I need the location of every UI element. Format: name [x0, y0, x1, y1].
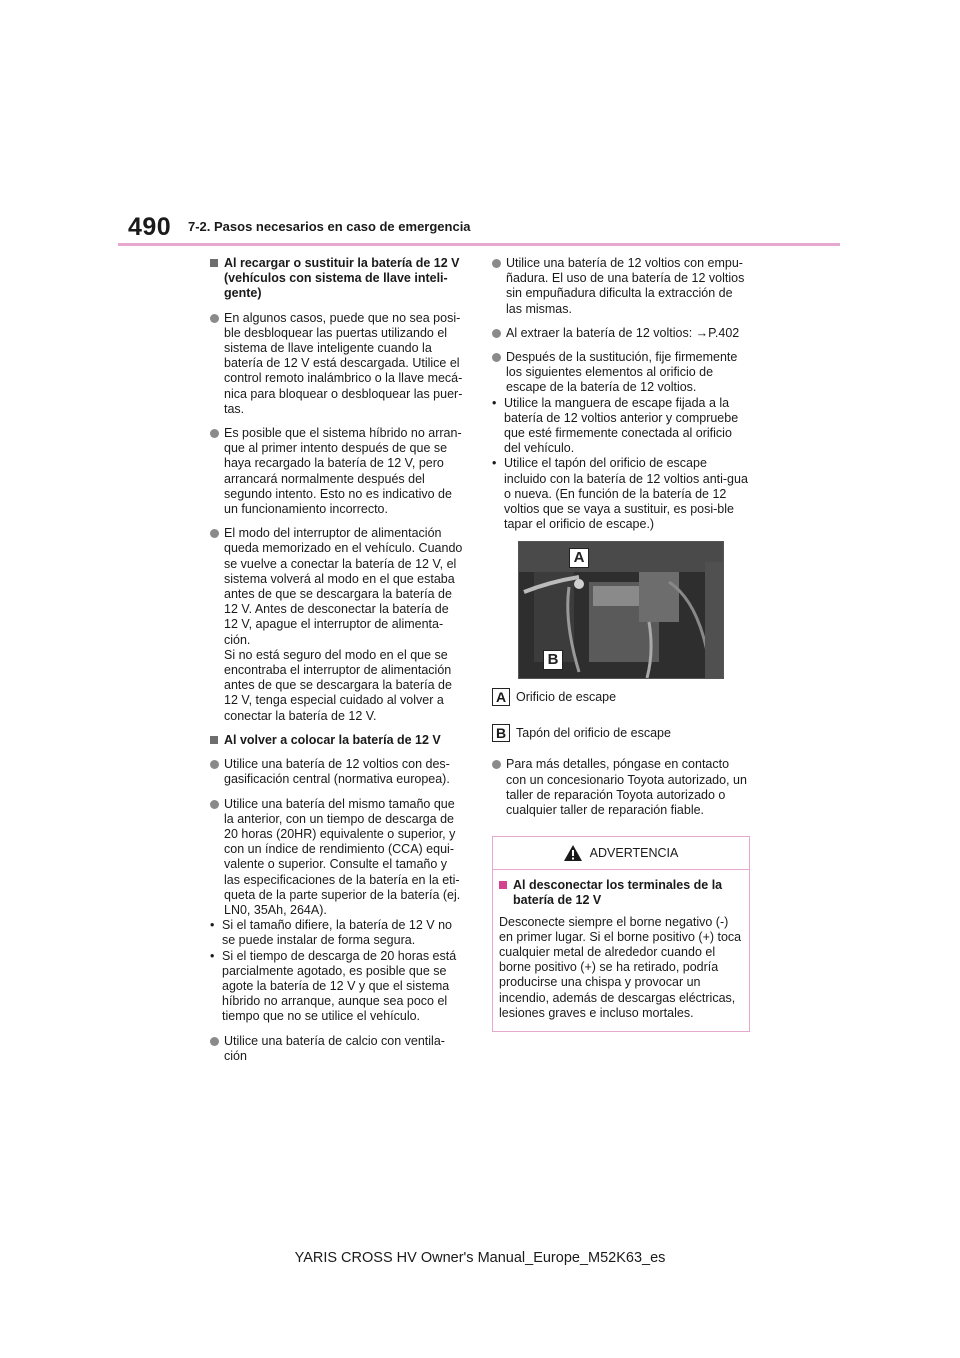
bullet-after-replacement: [492, 350, 750, 532]
subbullet-size-differs: • Si el tamaño difiere, la batería de 12 V no se puede instalar de forma segura.: [210, 918, 466, 948]
subbullet-discharge-time: • Si el tiempo de descarga de 20 horas está parcialmente agotado, es posible que se agote la batería de 12 V y que el sistema híbrido no arranque, aunque sea poco el tiempo que no se utilice el vehículo.: [210, 949, 466, 1025]
label-b: B: [543, 650, 563, 670]
warning-heading: Al desconectar los terminales de la batería de 12 V: [499, 878, 743, 908]
legend-b: [492, 723, 750, 743]
warning-box: [492, 836, 750, 1032]
bullet-power-mode-text: El modo del interruptor de alimentación queda memorizado en el vehículo. Cuando se vuelve a conectar la batería de 12 V, el sistema volverá al modo en el que estaba antes de que se descargara la batería de 12 V. Antes de desconectar la batería de 12 V, apague el interruptor de alimenta-ción.: [224, 526, 463, 647]
bullet-same-size-text: Utilice una batería del mismo tamaño que la anterior, con un tiempo de descarga de 20 horas (20HR) equivalente o superior, y con un índice de rendimiento (CCA) equi-valente o superior. Consulte el tamaño y las especificaciones de la batería en la eti-queta de la parte superior de la batería (ej. LN0, 35Ah, 264A).: [224, 796, 461, 917]
legend-a-text: Orificio de escape: [516, 689, 617, 704]
left-column: [210, 256, 466, 1073]
bullet-same-size: [210, 797, 466, 1025]
warning-body: [493, 870, 749, 1031]
warning-header: [493, 837, 749, 870]
bullet-degassing: Utilice una batería de 12 voltios con des-gasificación central (normativa europea).: [210, 757, 466, 787]
bullet-hybrid-start: Es posible que el sistema híbrido no arran-que al primer intento después de que se haya recargado la batería de 12 V, pero arrancará normalmente después del segundo intento. Esto no es indicativo de un funcionamiento incorrecto.: [210, 426, 466, 517]
bullet-handle: Utilice una batería de 12 voltios con empu-ñadura. El uso de una batería de 12 voltios sin empuñadura dificulta la extracción de las mismas.: [492, 256, 750, 317]
bullet-calcium: Utilice una batería de calcio con ventila-ción: [210, 1034, 466, 1064]
bullet-power-mode-note: Si no está seguro del modo en el que se encontraba el interruptor de alimentación antes de que se descargara la batería de 12 V, tenga especial cuidado al volver a conectar la batería de 12 V.: [224, 647, 452, 723]
bullet-smart-key: En algunos casos, puede que no sea posi-ble desbloquear las puertas utilizando el sistema de llave inteligente cuando la batería de 12 V está descargada. Utilice el control remoto inalámbrico o la llave mecá-nica para bloquear o desbloquear las puer-tas.: [210, 311, 466, 417]
section-title: 7-2. Pasos necesarios en caso de emergencia: [188, 219, 471, 234]
page-number: 490: [128, 213, 172, 241]
warning-title: ADVERTENCIA: [589, 845, 679, 860]
heading-replace: Al volver a colocar la batería de 12 V: [210, 733, 466, 748]
bullet-power-mode: [210, 526, 466, 724]
battery-photo: [518, 541, 724, 679]
subbullet-hose: • Utilice la manguera de escape fijada a la batería de 12 voltios anterior y compruebe que esté firmemente conectada al orificio del vehículo.: [492, 396, 750, 457]
legend-a-badge: A: [492, 688, 510, 706]
bullet-more-info: Para más detalles, póngase en contacto con un concesionario Toyota autorizado, un taller de reparación Toyota autorizado o cualquier taller de reparación fiable.: [492, 757, 750, 818]
footer-manual-id: YARIS CROSS HV Owner's Manual_Europe_M52K63_es: [294, 1250, 666, 1266]
subbullet-plug: • Utilice el tapón del orificio de escape incluido con la batería de 12 voltios anti-gua o nueva. (En función de la batería de 12 voltios que se vaya a sustituir, es posi-ble tapar el orificio de escape.): [492, 456, 750, 532]
warning-text: Desconecte siempre el borne negativo (-) en primer lugar. Si el borne positivo (+) toca cualquier metal de alrededor cuando el borne positivo (+) se ha retirado, podría producirse una chispa y provocar un incendio, además de descargas eléctricas, lesiones graves e incluso mortales.: [499, 914, 742, 1020]
legend-b-text: Tapón del orificio de escape: [516, 725, 671, 740]
right-column: [492, 256, 750, 1032]
bullet-removal-ref: Al extraer la batería de 12 voltios: →P.402: [492, 326, 750, 341]
heading-recharge: Al recargar o sustituir la batería de 12 V (vehículos con sistema de llave inteli-gente): [210, 256, 466, 302]
header-rule: [118, 243, 840, 246]
warning-triangle-icon: [564, 845, 582, 861]
label-a: A: [569, 548, 589, 568]
bullet-after-replacement-text: Después de la sustitución, fije firmemente los siguientes elementos al orificio de escape de la batería de 12 voltios.: [506, 350, 738, 395]
legend-b-badge: B: [492, 724, 510, 742]
legend-a: [492, 687, 750, 707]
